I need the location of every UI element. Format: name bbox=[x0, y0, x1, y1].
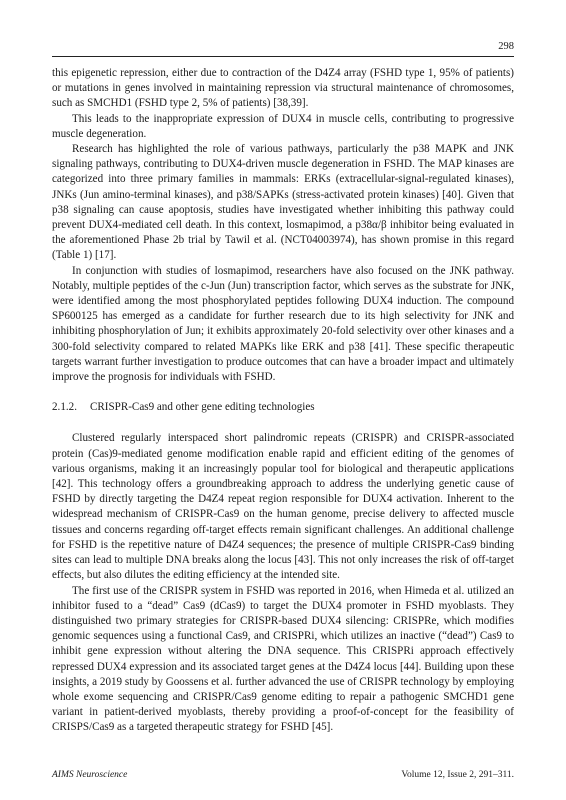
subsection-heading bbox=[52, 400, 514, 415]
volume-info: Volume 12, Issue 2, 291–311. bbox=[401, 770, 514, 780]
paragraph: The first use of the CRISPR system in FSHD was reported in 2016, when Himeda et al. utilized an inhibitor fused to a “dead” Cas9 (dCas9) to target the DUX4 promoter in FSHD myoblasts. They distinguished two primary strategies for CRISPR-based DUX4 silencing: CRISPRe, which modifies genomic sequences using a functional Cas9, and CRISPRi, which utilizes an inactive (“dead”) Cas9 to inhibit gene expression without altering the DNA sequence. This CRISPRi approach effectively repressed DUX4 expression and its associated target genes at the D4Z4 locus [44]. Building upon these insights, a 2019 study by Goossens et al. further advanced the use of CRISPR technology by employing whole exome sequencing and CRISPR/Cas9 genome editing to repair a pathogenic SMCHD1 gene variant in patient-derived myoblasts, thereby providing a proof-of-concept for the feasibility of CRISPS/Cas9 as a targeted therapeutic strategy for FSHD [45]. bbox=[52, 584, 514, 734]
paragraph: Research has highlighted the role of various pathways, particularly the p38 MAPK and JNK signaling pathways, contributing to DUX4-driven muscle degeneration in FSHD. The MAP kinases are categorized into three primary families in mammals: ERKs (extracellular-signal-regulated kinases), JNKs (Jun amino-terminal kinases), and p38/SAPKs (stress-activated protein kinases) [40]. Given that p38 signaling can cause apoptosis, studies have investigated whether inhibiting this pathway could prevent DUX4-mediated cell death. In this context, losmapimod, a p38α/β inhibitor being evaluated in the aforementioned Phase 2b trial by Tawil et al. (NCT04003974), has shown promise in this regard (Table 1) [17]. bbox=[52, 143, 514, 262]
journal-name: AIMS Neuroscience bbox=[52, 770, 128, 780]
page-number: 298 bbox=[498, 41, 514, 52]
paragraph: Clustered regularly interspaced short palindromic repeats (CRISPR) and CRISPR-associated protein (Cas)9-mediated genome modification enable rapid and efficient editing of the genomes of various organisms, making it an increasingly popular tool for biological and therapeutic applications [42]. This technology offers a groundbreaking approach to address the underlying genetic cause of FSHD by directly targeting the D4Z4 repeat region responsible for DUX4 activation. Inherent to the widespread mechanism of CRISPR-Cas9 on the human genome, precise delivery to affected muscle tissues and concerns regarding off-target effects remain significant challenges. An additional challenge for FSHD is the repetitive nature of D4Z4 sequences; the presence of multiple CRISPR-Cas9 binding sites can lead to multiple DNA breaks along the locus [43]. This not only increases the risk of off-target effects, but also dilutes the editing efficiency at the intended site. bbox=[52, 432, 514, 582]
paragraphs-before bbox=[52, 66, 514, 385]
paragraphs-after bbox=[52, 431, 514, 735]
subsection-number: 2.1.2. bbox=[52, 401, 77, 414]
article-body bbox=[52, 66, 514, 736]
paragraph: This leads to the inappropriate expression of DUX4 in muscle cells, contributing to progressive muscle degeneration. bbox=[52, 112, 514, 140]
subsection-title: CRISPR-Cas9 and other gene editing technologies bbox=[90, 401, 315, 414]
paragraph: this epigenetic repression, either due to contraction of the D4Z4 array (FSHD type 1, 95% of patients) or mutations in genes involved in maintaining repression via structural maintenance of chromosomes, such as SMCHD1 (FSHD type 2, 5% of patients) [38,39]. bbox=[52, 67, 514, 110]
paragraph: In conjunction with studies of losmapimod, researchers have also focused on the JNK pathway. Notably, multiple peptides of the c-Jun (Jun) transcription factor, which serves as the substrate for JNK, were identified among the most phosphorylated peptides following DUX4 induction. The compound SP600125 has emerged as a candidate for further research due to its high selectivity for JNK and inhibiting phosphorylation of Jun; it exhibits approximately 20-fold selectivity over other kinases and a 300-fold selectivity compared to related MAPKs like ERK and p38 [41]. These specific therapeutic targets warrant further investigation to produce outcomes that can have a broader impact and ultimately improve the prognosis for individuals with FSHD. bbox=[52, 264, 514, 384]
header-rule bbox=[52, 56, 514, 57]
